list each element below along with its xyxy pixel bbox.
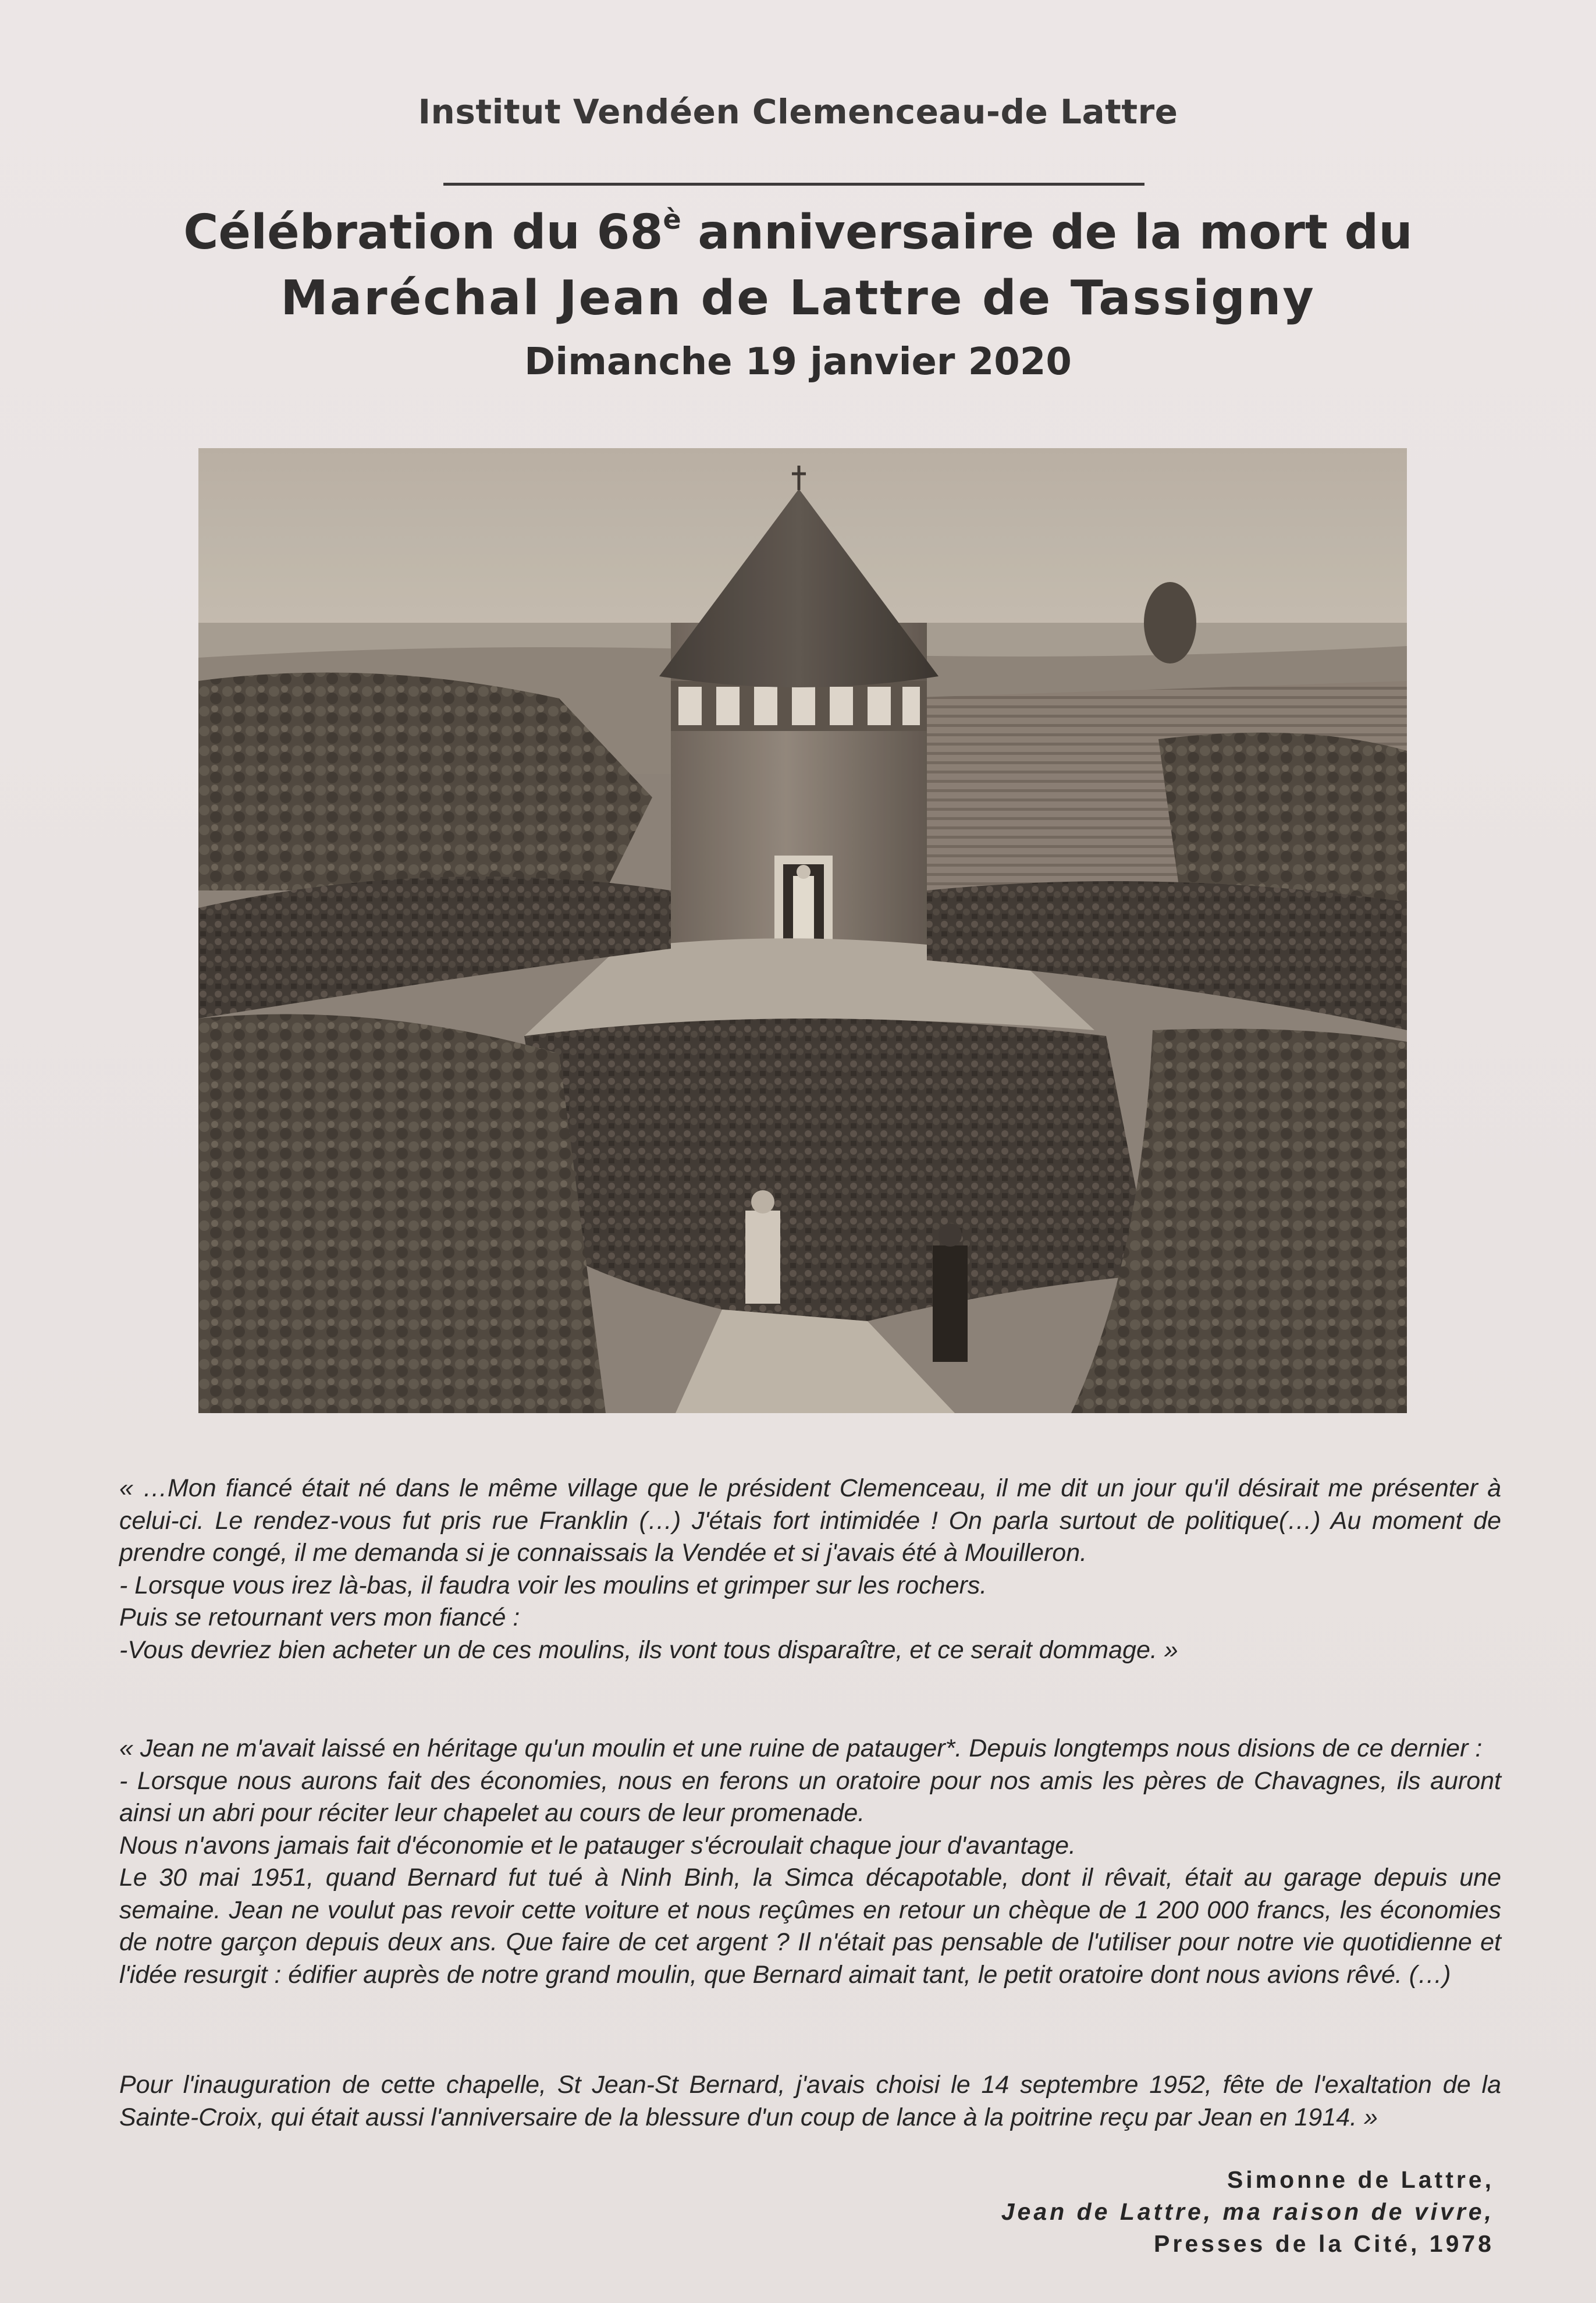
attribution-publisher: Presses de la Cité, 1978 — [1154, 2230, 1494, 2257]
event-date: Dimanche 19 janvier 2020 — [524, 340, 1072, 384]
title-line-2: Maréchal Jean de Lattre de Tassigny — [280, 271, 1316, 326]
quote-1-line: Puis se retournant vers mon fiancé : — [119, 1603, 520, 1631]
quote-paragraph-1 — [119, 1472, 1501, 1666]
chapel-photograph — [198, 448, 1407, 1413]
header-divider — [443, 183, 1144, 186]
title-line-1 — [0, 205, 1596, 260]
quote-2-line: Le 30 mai 1951, quand Bernard fut tué à Ninh Binh, la Simca décapotable, dont il rêvait, était au garage depuis une semaine. Jean ne voulut pas revoir cette voiture et nous reçûmes en retour un chèque de 1 200 000 francs, les économies de notre garçon depuis deux ans. Que faire de cet argent ? Il n'était pas pensable de l'utiliser pour notre vie quotidienne et l'idée resurgit : édifier auprès de notre grand moulin, que Bernard aimait tant, le petit oratoire dont nous avions rêvé. (…) — [119, 1864, 1501, 1989]
title-line-1-end: anniversaire de la mort du — [681, 205, 1413, 260]
attribution-book-title: Jean de Lattre, ma raison de vivre, — [1001, 2198, 1494, 2225]
quote-1-line: « …Mon fiancé était né dans le même village que le président Clemenceau, il me dit un jour qu'il désirait me présenter à celui-ci. Le rendez-vous fut pris rue Franklin (…) J'étais fort intimidée ! On parla surtout de politique(…) Au moment de prendre congé, il me demanda si je connaissais la Vendée et si j'avais été à Mouilleron. — [119, 1474, 1501, 1567]
quote-paragraph-2 — [119, 1733, 1501, 1991]
quote-paragraph-3 — [119, 2069, 1501, 2134]
quote-1-line: -Vous devriez bien acheter un de ces moulins, ils vont tous disparaître, et ce serait dommage. » — [119, 1635, 1178, 1664]
quote-2-line: « Jean ne m'avait laissé en héritage qu'un moulin et une ruine de patauger*. Depuis longtemps nous disions de ce dernier : — [119, 1734, 1483, 1762]
quote-2-line: Nous n'avons jamais fait d'économie et le patauger s'écroulait chaque jour d'avantage. — [119, 1831, 1076, 1860]
quote-1-line: - Lorsque vous irez là-bas, il faudra voir les moulins et grimper sur les rochers. — [119, 1571, 987, 1599]
attribution-author: Simonne de Lattre, — [1227, 2166, 1494, 2193]
quote-2-line: - Lorsque nous aurons fait des économies, nous en ferons un oratoire pour nos amis les pères de Chavagnes, ils auront ainsi un abri pour réciter leur chapelet au cours de leur promenade. — [119, 1766, 1501, 1827]
institute-name: Institut Vendéen Clemenceau-de Lattre — [418, 92, 1178, 132]
chapel-photograph-illustration — [198, 448, 1407, 1413]
title-line-1-start: Célébration du 68 — [183, 205, 663, 260]
quote-3-line: Pour l'inauguration de cette chapelle, St Jean-St Bernard, j'avais choisi le 14 septembre 1952, fête de l'exaltation de la Sainte-Croix, qui était aussi l'anniversaire de la blessure d'un coup de lance à la poitrine reçu par Jean en 1914. » — [119, 2071, 1501, 2131]
quote-attribution — [1001, 2164, 1494, 2260]
title-ordinal-superscript: è — [663, 204, 681, 235]
